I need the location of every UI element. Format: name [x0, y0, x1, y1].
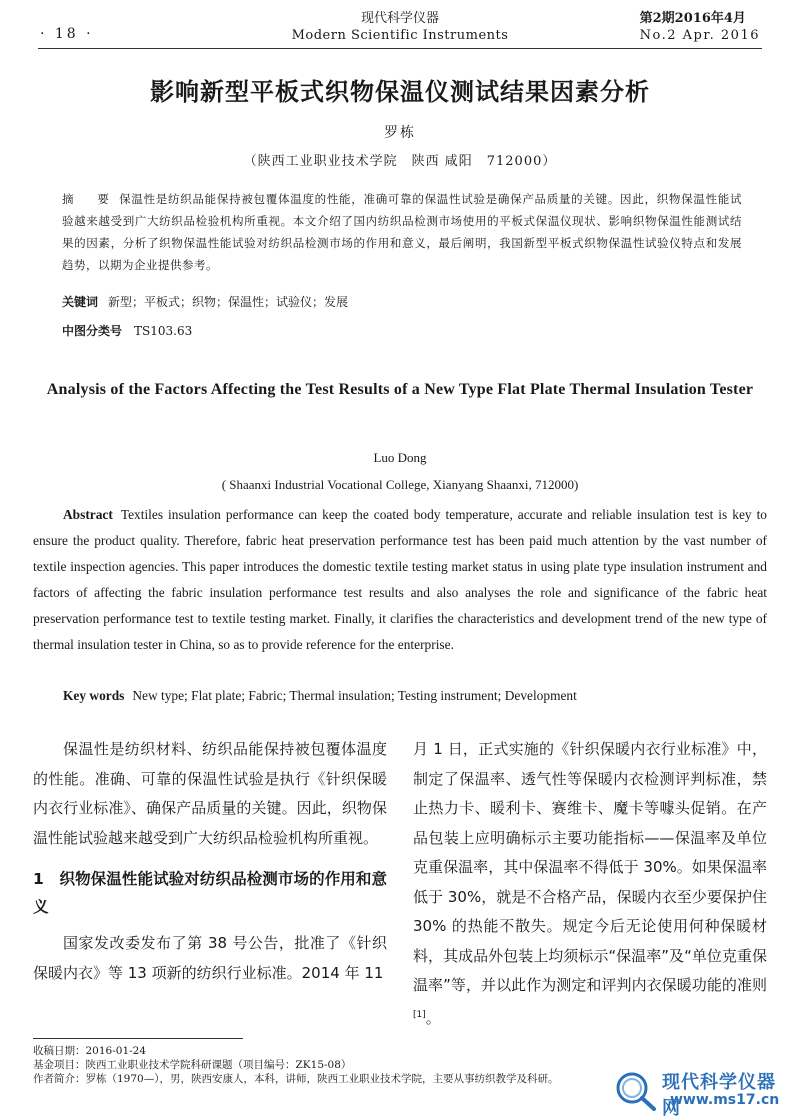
keywords-cn-text: 新型；平板式；织物；保温性；试验仪；发展	[108, 295, 349, 309]
footnote-fund: 基金项目：陕西工业职业技术学院科研课题（项目编号：ZK15-08）	[33, 1059, 352, 1071]
reference-marker[interactable]: [1]	[413, 1009, 426, 1020]
watermark-url: www.ms17.cn	[670, 1092, 780, 1108]
magnifier-icon	[610, 1068, 662, 1112]
classification-cn	[62, 322, 192, 339]
author-en: Luo Dong	[373, 450, 427, 465]
abstract-en	[33, 502, 767, 658]
section-1-heading: 1 织物保温性能试验对纺织品检测市场的作用和意义	[33, 870, 387, 916]
classification-cn-label: 中图分类号	[62, 324, 123, 338]
journal-name-en: Modern Scientific Instruments	[291, 28, 509, 43]
section-1-continued-paragraph	[413, 735, 767, 1033]
page-number: · 18 ·	[40, 26, 94, 42]
paper-title-en: Analysis of the Factors Affecting the Test Results of a New Type Flat Plate Thermal Insulation Tester	[46, 381, 754, 398]
section-1-continued-end: 。	[425, 1008, 441, 1027]
abstract-cn-label: 摘 要	[62, 192, 116, 206]
issue-info	[640, 10, 760, 44]
footnote-author-bio: 作者简介：罗栋（1970—），男，陕西安康人，本科，讲师，陕西工业职业技术学院，主要从事纺织教学及科研。	[33, 1073, 559, 1085]
body-column-left	[33, 735, 387, 988]
keywords-cn-label: 关键词	[62, 295, 99, 309]
watermark-name: 现代科学仪器网	[662, 1072, 776, 1119]
section-1-paragraph: 国家发改委发布了第 38 号公告，批准了《针织保暖内衣》等 13 项新的纺织行业标准。2014 年 11	[33, 934, 387, 982]
author-cn: 罗栋	[384, 125, 416, 141]
keywords-cn	[62, 293, 348, 310]
footnote-received: 收稿日期：2016-01-24	[33, 1045, 147, 1057]
abstract-en-label: Abstract	[63, 507, 113, 522]
body-column-right	[413, 735, 767, 1033]
affiliation-cn: （陕西工业职业技术学院 陕西 咸阳 712000）	[243, 154, 557, 169]
keywords-en	[63, 688, 577, 704]
watermark-logo	[610, 1068, 790, 1119]
body-intro-paragraph: 保温性是纺织材料、纺织品能保持被包覆体温度的性能。准确、可靠的保温性试验是执行《针织保暖内衣行业标准》、确保产品质量的关键。因此，织物保温性能试验越来越受到广大纺织品检验机构所重视。	[33, 740, 387, 847]
keywords-en-label: Key words	[63, 688, 125, 703]
abstract-cn-text: 保温性是纺织品能保持被包覆体温度的性能，准确可靠的保温性试验是确保产品质量的关键。因此，织物保温性能试验越来越受到广大纺织品检验机构所重视。本文介绍了国内纺织品检测市场使用的平板式保温仪现状、影响织物保温性能测试结果的因素，分析了织物保温性能试验对纺织品检测市场的作用和意义，最后阐明，我国新型平板式织物保温性试验仪特点和发展趋势，以期为企业提供参考。	[62, 192, 742, 272]
keywords-en-text: New type; Flat plate; Fabric; Thermal insulation; Testing instrument; Development	[132, 688, 577, 703]
issue-cn: 第2期2016年4月	[639, 11, 746, 26]
section-1-continued-text: 月 1 日，正式实施的《针织保暖内衣行业标准》中，制定了保温率、透气性等保暖内衣检测评判标准，禁止热力卡、暖利卡、赛维卡、魔卡等噱头促销。在产品包装上应明确标示主要功能指标——保温率及单位克重保温率，其中保温率不得低于 30%。如果保温率低于 30%，就是不合格产品，保暖内衣至少要保护住 30% 的热能不散失。规定今后无论使用何种保暖材料，其成品外包装上均须标示“保温率”及“单位克重保温率”等，并以此作为测定和评判内衣保暖功能的准则	[413, 740, 767, 994]
affiliation-en: ( Shaanxi Industrial Vocational College, Xianyang Shaanxi, 712000)	[221, 477, 579, 492]
journal-name-cn: 现代科学仪器	[360, 11, 439, 26]
paper-title-cn: 影响新型平板式织物保温仪测试结果因素分析	[150, 78, 650, 106]
header-divider	[38, 48, 762, 49]
classification-cn-text: TS103.63	[134, 324, 193, 338]
footnotes	[33, 1044, 558, 1086]
abstract-cn	[62, 188, 742, 276]
issue-en: No.2 Apr. 2016	[639, 28, 760, 43]
abstract-en-text: Textiles insulation performance can keep the coated body temperature, accurate and reliable insulation test is key to ensure the product quality. Therefore, fabric heat preservation performance test has been paid much attention by the vast number of textile inspection agencies. This paper introduces the domestic textile testing market status in using plate type insulation instrument and factors of affecting the fabric insulation performance test results and also analyses the role and significance of the fabric heat preservation performance test to textile testing market. Finally, it clarifies the characteristics and development trend of the new type of thermal insulation tester in China, so as to provide reference for the enterprise.	[33, 507, 767, 652]
footnote-divider	[33, 1038, 243, 1039]
